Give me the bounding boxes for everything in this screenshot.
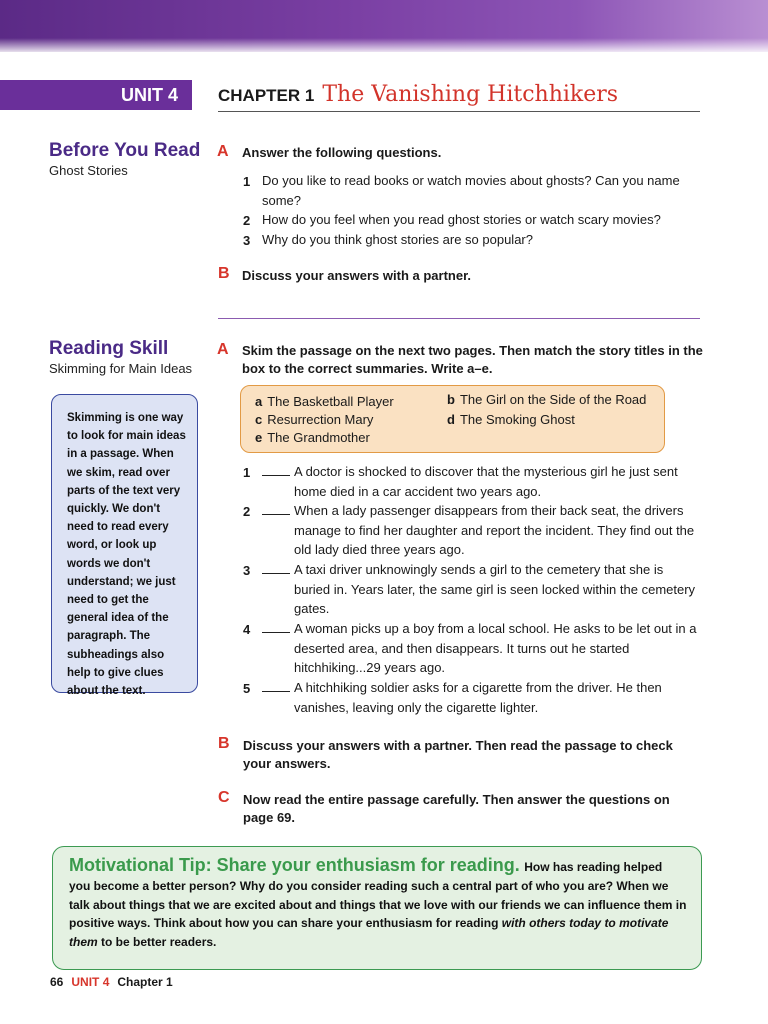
instruction-discuss-check: Discuss your answers with a partner. Then read the passage to check your answers.	[243, 738, 673, 771]
match-summary: A doctor is shocked to discover that the mysterious girl he just sent home died in a car accident two years ago.	[294, 464, 678, 499]
answer-blank[interactable]	[262, 464, 290, 476]
top-decorative-band	[0, 0, 768, 52]
question-number: 1	[243, 174, 251, 189]
section-letter-a: A	[217, 143, 229, 160]
story-title-item: e The Grandmother	[255, 430, 370, 445]
instruction-answer-questions: Answer the following questions.	[242, 145, 442, 160]
match-summary: A hitchhiking soldier asks for a cigarette from the driver. He then vanishes, leaving only the cigarette lighter.	[294, 680, 662, 715]
question-number: 3	[243, 233, 251, 248]
question-text: How do you feel when you read ghost stories or watch scary movies?	[262, 212, 661, 227]
reading-skill-title: Reading Skill	[49, 338, 169, 359]
match-number: 1	[243, 465, 251, 480]
motivational-tip-box	[52, 846, 702, 970]
section-letter-b: B	[218, 735, 230, 752]
instruction-discuss-answers: Discuss your answers with a partner.	[242, 268, 472, 283]
footer-unit: UNIT 4	[71, 975, 110, 989]
skimming-tip-text: Skimming is one way to look for main ideas in a passage. When we skim, read over parts of the text very quickly. We don't need to read every word, or look up words we don't understand; we just need to get the general idea of the paragraph. The subheadings also help to give clues about the text.	[67, 412, 186, 698]
story-titles-box	[240, 385, 665, 453]
chapter-heading	[218, 78, 700, 112]
reading-skill-subtitle: Skimming for Main Ideas	[49, 361, 193, 376]
section-letter-c: C	[218, 789, 230, 806]
motivational-tip-title: Motivational Tip: Share your enthusiasm for reading.	[69, 855, 520, 875]
before-you-read-subtitle: Ghost Stories	[49, 163, 128, 178]
answer-blank[interactable]	[262, 503, 290, 515]
question-text: Why do you think ghost stories are so popular?	[262, 232, 533, 247]
motivational-tip-lead: How has reading helped	[524, 860, 663, 874]
story-title-item: b The Girl on the Side of the Road	[447, 392, 647, 407]
section-letter-a: A	[217, 341, 229, 358]
unit-tab	[0, 80, 192, 110]
footer-chapter: Chapter 1	[117, 975, 173, 989]
answer-blank[interactable]	[262, 562, 290, 574]
section-divider	[218, 318, 700, 319]
question-text: Do you like to read books or watch movies about ghosts? Can you name some?	[262, 173, 680, 208]
answer-blank[interactable]	[262, 621, 290, 633]
unit-label: UNIT 4	[120, 84, 178, 105]
chapter-label: CHAPTER 1	[218, 86, 315, 105]
answer-blank[interactable]	[262, 680, 290, 692]
page-footer	[50, 975, 173, 989]
match-summary: A taxi driver unknowingly sends a girl to the cemetery that she is buried in. Years later, the same girl is seen locked within the cemetery gates.	[294, 562, 696, 617]
section-letter-b: B	[218, 265, 230, 282]
skimming-tip-box	[51, 394, 198, 698]
match-summary: When a lady passenger disappears from their back seat, the drivers manage to find her daughter and report the incident. They find out the old lady died three years ago.	[294, 503, 695, 558]
match-number: 2	[243, 504, 251, 519]
instruction-skim-passage: Skim the passage on the next two pages. Then match the story titles in the box to the correct summaries. Write a–e.	[242, 343, 703, 376]
match-number: 3	[243, 563, 251, 578]
story-title-item: a The Basketball Player	[255, 394, 394, 409]
chapter-title: The Vanishing Hitchhikers	[322, 82, 619, 107]
instruction-read-passage: Now read the entire passage carefully. Then answer the questions on page 69.	[243, 792, 670, 825]
match-number: 4	[243, 622, 251, 637]
before-you-read-title: Before You Read	[49, 140, 201, 161]
question-number: 2	[243, 213, 251, 228]
motivational-tip-body: you become a better person? Why do you consider reading such a central part of who you are? When we talk about things that we are excited about and things that we love with our friends we can influence them in positive ways. Think about how you can share your enthusiasm for reading with others today to motivate them to be better readers.	[69, 879, 687, 949]
story-title-item: c Resurrection Mary	[255, 412, 374, 427]
story-title-item: d The Smoking Ghost	[447, 412, 575, 427]
page-number: 66	[50, 975, 64, 989]
match-number: 5	[243, 681, 251, 696]
match-summary: A woman picks up a boy from a local school. He asks to be let out in a deserted area, and then disappears. It turns out he started hitchhiking...29 years ago.	[294, 621, 697, 676]
